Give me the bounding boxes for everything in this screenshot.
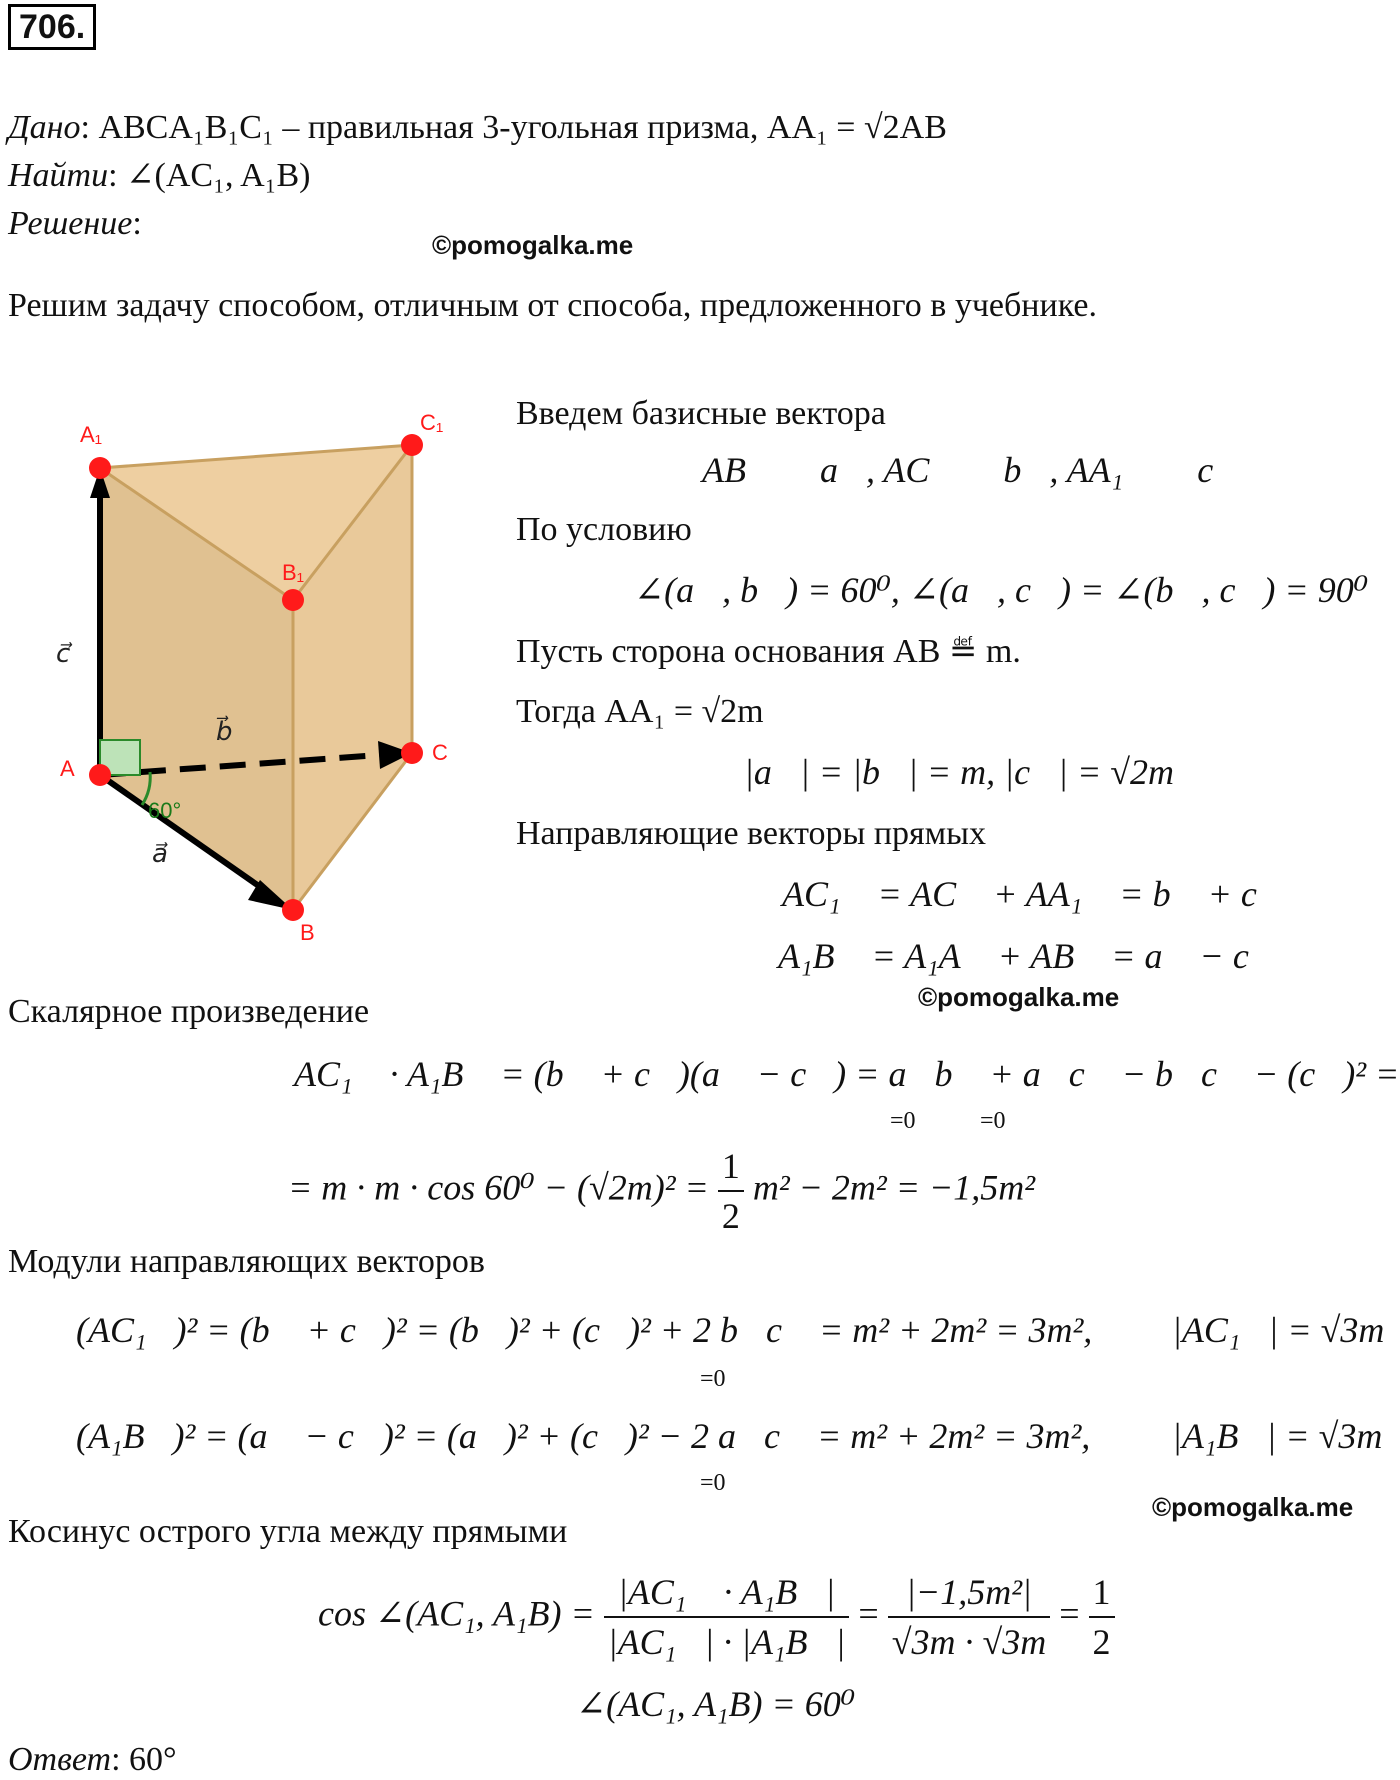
scalar-zero-ac: =0 <box>890 1108 916 1134</box>
answer-text: : 60° <box>111 1741 177 1778</box>
direction-a1b: A₁B⃗ = A₁A⃗ + AB⃗ = a⃗ − c⃗ <box>778 936 1277 976</box>
scalar-title: Скалярное произведение <box>8 993 370 1030</box>
cosine-f2-den: √3m · √3m <box>891 1622 1047 1662</box>
scalar-line-1: AC₁⃗ · A₁B⃗ = (b⃗ + c⃗)(a⃗ − c⃗) = a⃗b⃗ + a⃗c⃗ − b⃗c⃗ − (c⃗)² = <box>294 1054 1400 1094</box>
angle-result: ∠(AC₁, A₁B) = 60⁰ <box>576 1684 856 1724</box>
vertex-b1-point <box>282 589 304 611</box>
vertex-a1-point <box>89 457 111 479</box>
angle-60-label: 60° <box>148 798 182 823</box>
solution-line <box>8 204 142 244</box>
scalar-line-2-right: m² − 2m² = −1,5m² <box>752 1167 1036 1208</box>
then-aa1: Тогда AA₁ = √2m <box>516 693 764 730</box>
cosine-eq-2: = <box>1059 1593 1080 1634</box>
given-text: : ABCA₁B₁C₁ – правильная 3-угольная призма, AA₁ = √2AB <box>80 109 947 146</box>
moduli-row-1: (AC₁⃗)² = (b⃗ + c⃗)² = (b⃗)² + (c⃗)² + 2 b⃗c⃗ = m² + 2m² = 3m², <box>76 1310 1093 1350</box>
modulus-ac1: |AC₁⃗| = √3m <box>1172 1310 1385 1350</box>
moduli-row-2-zero: =0 <box>700 1470 726 1496</box>
vertex-b1-label: B₁ <box>282 560 305 585</box>
vector-moduli: |a⃗| = |b⃗| = m, |c⃗| = √2m <box>744 752 1174 792</box>
cosine-fraction-3 <box>1089 1568 1115 1666</box>
given-label: Дано <box>8 109 81 146</box>
prism-figure <box>56 400 480 960</box>
vertex-c1-point <box>401 434 423 456</box>
moduli-title: Модули направляющих векторов <box>8 1243 485 1280</box>
vertex-a1-label: A₁ <box>80 422 103 447</box>
watermark-2: ©pomogalka.me <box>918 982 1120 1012</box>
watermark-1: ©pomogalka.me <box>432 230 634 260</box>
basis-intro: Введем базисные вектора <box>516 395 886 432</box>
cosine-f1-den: |AC₁⃗| · |A₁B⃗| <box>607 1622 846 1662</box>
vector-a-label: a⃗ <box>152 838 168 868</box>
vector-b-label: b⃗ <box>216 716 233 746</box>
vector-c-label: c⃗ <box>56 638 71 668</box>
direction-ac1: AC₁⃗ = AC⃗ + AA₁⃗ = b⃗ + c⃗ <box>782 874 1285 914</box>
scalar-half-num: 1 <box>718 1142 744 1192</box>
scalar-half-den: 2 <box>721 1196 740 1236</box>
scalar-line-2-left: = m · m · cos 60⁰ − (√2m)² = <box>288 1167 709 1208</box>
cosine-title: Косинус острого угла между прямыми <box>8 1513 568 1550</box>
cosine-eq-1: = <box>858 1593 879 1634</box>
modulus-a1b: |A₁B⃗| = √3m <box>1172 1416 1383 1456</box>
scalar-zero-bc: =0 <box>980 1108 1006 1134</box>
given-line <box>8 108 947 148</box>
vertex-c-label: C <box>432 740 448 765</box>
answer-label: Ответ <box>8 1741 112 1778</box>
method-note: Решим задачу способом, отличным от способа, предложенного в учебнике. <box>8 287 1097 324</box>
moduli-row-2: (A₁B⃗)² = (a⃗ − c⃗)² = (a⃗)² + (c⃗)² − 2 a⃗c⃗ = m² + 2m² = 3m², <box>76 1416 1091 1456</box>
cosine-f2-num: |−1,5m²| <box>888 1568 1051 1618</box>
condition-title: По условию <box>516 511 692 548</box>
scalar-line-2 <box>288 1142 1035 1240</box>
vertex-c-point <box>401 742 423 764</box>
cosine-fraction-1 <box>604 1568 850 1666</box>
scalar-half-fraction <box>718 1142 744 1240</box>
vertex-c1-label: C₁ <box>420 410 444 435</box>
cosine-f3-den: 2 <box>1092 1622 1111 1662</box>
direction-title: Направляющие векторы прямых <box>516 815 987 852</box>
vertex-a-label: A <box>60 756 75 781</box>
watermark-3: ©pomogalka.me <box>1152 1492 1354 1522</box>
cosine-f3-num: 1 <box>1089 1568 1115 1618</box>
condition-angles: ∠(a⃗, b⃗) = 60⁰, ∠(a⃗, c⃗) = ∠(b⃗, c⃗) = 90⁰ <box>634 570 1369 610</box>
moduli-row-1-zero: =0 <box>700 1366 726 1392</box>
basis-definitions: AB⃗ ≝ a⃗, AC⃗ ≝ b⃗, AA₁⃗ ≝ c⃗ <box>702 450 1242 490</box>
side-definition: Пусть сторона основания AB ≝ m. <box>516 633 1021 670</box>
cosine-fraction-2 <box>888 1568 1051 1666</box>
vertex-a-point <box>89 764 111 786</box>
cosine-lhs: cos ∠(AC₁, A₁B) = <box>318 1593 595 1634</box>
find-text: : ∠(AC₁, A₁B) <box>108 157 311 194</box>
find-label: Найти <box>8 157 109 194</box>
vertex-b-label: B <box>300 920 315 945</box>
problem-number: 706. <box>8 4 96 50</box>
find-line <box>8 156 310 196</box>
cosine-f1-num: |AC₁⃗ · A₁B⃗| <box>604 1568 850 1618</box>
vertex-b-point <box>282 899 304 921</box>
solution-label: Решение <box>8 205 133 242</box>
cosine-equation <box>318 1568 1115 1666</box>
solution-colon: : <box>132 205 142 242</box>
answer-line <box>8 1740 177 1780</box>
